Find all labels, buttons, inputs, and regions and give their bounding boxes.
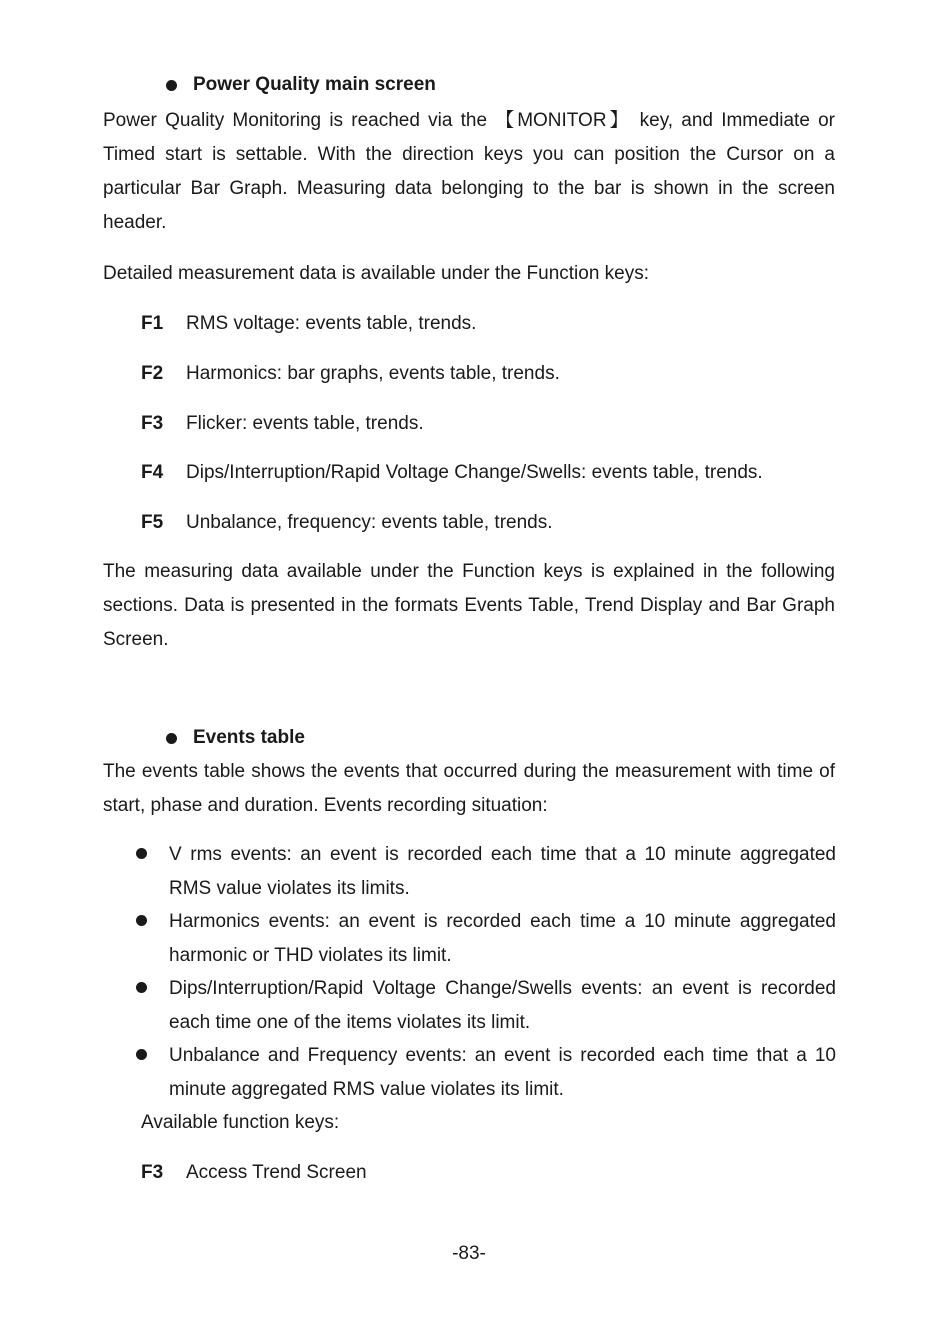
bullet-dot-icon: [136, 848, 147, 859]
fkey-label: F3: [141, 1162, 164, 1183]
fkey-description: Harmonics: bar graphs, events table, trends.: [186, 363, 560, 384]
fkey-row-f2: [141, 363, 560, 385]
fkey-label: F5: [141, 512, 164, 533]
list-item-dips: [136, 972, 836, 1039]
fkey-description: RMS voltage: events table, trends.: [186, 313, 477, 334]
fkey-description: Flicker: events table, trends.: [186, 413, 424, 434]
list-item-unbalance: [136, 1039, 836, 1106]
bullet-dot-icon: [136, 982, 147, 993]
section-heading-power-quality: [166, 74, 436, 96]
paragraph-monitor: Power Quality Monitoring is reached via the 【MONITOR】 key, and Immediate or Timed start is settable. With the direction keys you can position the Cursor on a particular Bar Graph. Measuring data belonging to the bar is shown in the screen header.: [103, 110, 835, 233]
fkey-row-f5: [141, 512, 553, 534]
paragraph-data-formats: The measuring data available under the Function keys is explained in the following sections. Data is presented in the formats Events Table, Trend Display and Bar Graph Screen.: [103, 561, 835, 650]
list-item-text: Harmonics events: an event is recorded each time a 10 minute aggregated harmonic or THD violates its limit.: [169, 911, 836, 966]
heading-text: Power Quality main screen: [193, 74, 436, 95]
bullet-dot-icon: [136, 915, 147, 926]
bullet-dot-icon: [136, 1049, 147, 1060]
fkey-row-f4: [141, 462, 763, 484]
list-item-text: Unbalance and Frequency events: an event is recorded each time that a 10 minute aggregated RMS value violates its limit.: [169, 1045, 836, 1100]
fkey-description: Access Trend Screen: [186, 1162, 367, 1183]
fkey-label: F1: [141, 313, 164, 334]
paragraph-events-intro: The events table shows the events that occurred during the measurement with time of start, phase and duration. Events recording situation:: [103, 761, 835, 816]
fkey-row-f1: [141, 313, 476, 335]
fkey-label: F2: [141, 363, 164, 384]
paragraph-function-keys-intro: Detailed measurement data is available under the Function keys:: [103, 263, 650, 284]
list-item-harmonics: [136, 905, 836, 972]
available-keys-label: Available function keys:: [141, 1112, 340, 1133]
fkey-label: F4: [141, 462, 164, 483]
fkey-row-f3: [141, 413, 424, 435]
page-number: -83-: [452, 1243, 486, 1264]
list-item-vrms: [136, 838, 836, 905]
fkey-description: Unbalance, frequency: events table, trends.: [186, 512, 553, 533]
fkey-description: Dips/Interruption/Rapid Voltage Change/Swells: events table, trends.: [186, 462, 763, 483]
list-item-text: Dips/Interruption/Rapid Voltage Change/Swells events: an event is recorded each time one of the items violates its limit.: [169, 978, 836, 1033]
fkey-row-f3-trend: [141, 1162, 367, 1184]
heading-text: Events table: [193, 727, 305, 748]
fkey-label: F3: [141, 413, 164, 434]
list-item-text: V rms events: an event is recorded each time that a 10 minute aggregated RMS value violates its limits.: [169, 844, 836, 899]
bullet-dot-icon: [166, 80, 177, 91]
bullet-dot-icon: [166, 733, 177, 744]
section-heading-events-table: [166, 727, 305, 749]
